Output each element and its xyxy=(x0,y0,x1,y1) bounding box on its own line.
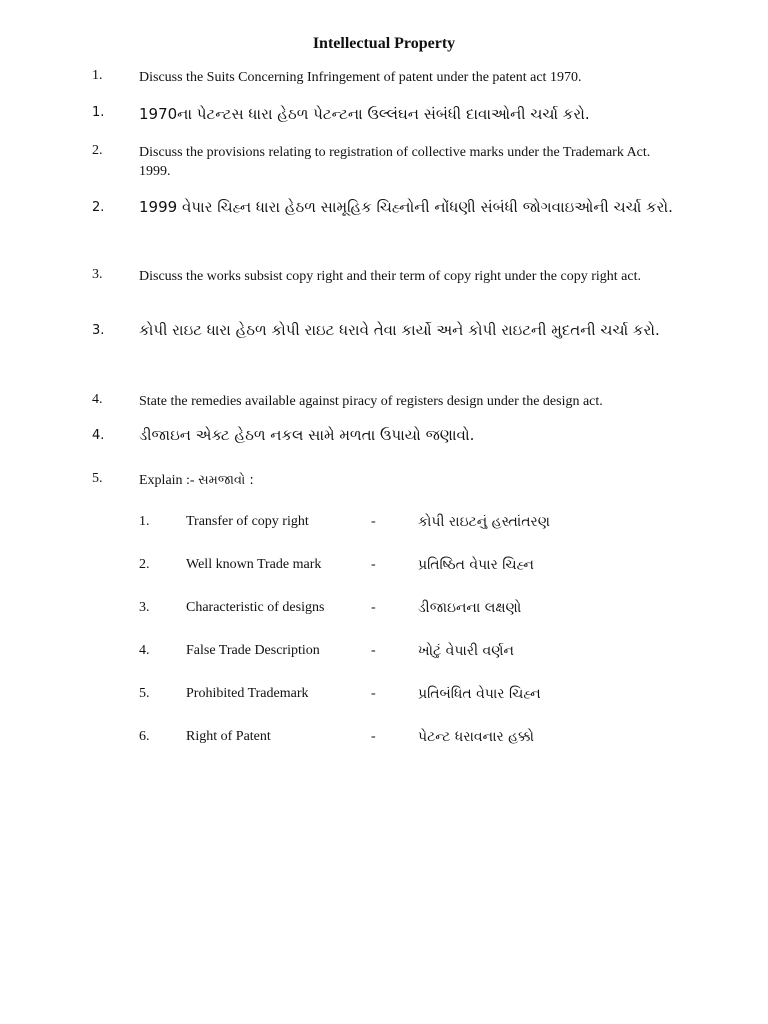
question-number: 4. xyxy=(92,428,105,443)
explain-item-dash: - xyxy=(371,643,376,658)
explain-item-gujarati: ખોટું વેપારી વર્ણન xyxy=(418,643,514,659)
explain-item-dash: - xyxy=(371,686,376,701)
explain-item-number: 1. xyxy=(139,514,150,529)
explain-item-dash: - xyxy=(371,557,376,572)
explain-item-number: 4. xyxy=(139,643,150,658)
explain-item-gujarati: કોપી રાઇટનું હસ્તાંતરણ xyxy=(418,514,550,530)
explain-item xyxy=(0,729,768,751)
question-text-gujarati: 1999 વેપાર ચિહ્ન ધારા હેઠળ સામૂહિક ચિહ્નોની નોંધણી સંબંધી જોગવાઇઓની ચર્ચા કરો. xyxy=(139,198,673,216)
question-number: 3. xyxy=(92,267,103,282)
explain-item-english: Well known Trade mark xyxy=(186,557,322,572)
explain-item-number: 6. xyxy=(139,729,150,744)
explain-item-number: 2. xyxy=(139,557,150,572)
explain-item-gujarati: ડીજાઇનના લક્ષણો xyxy=(418,600,522,616)
explain-item-dash: - xyxy=(371,600,376,615)
explain-label: Explain :- xyxy=(139,473,195,488)
explain-item-english: False Trade Description xyxy=(186,643,320,658)
question-text: Discuss the Suits Concerning Infringement of patent under the patent act 1970. xyxy=(139,70,582,85)
question-number: 1. xyxy=(92,105,105,120)
question-number: 5. xyxy=(92,471,103,486)
question-text-gujarati: 1970ના પેટન્ટસ ધારા હેઠળ પેટન્ટના ઉલ્લંઘન સંબંધી દાવાઓની ચર્ચા કરો. xyxy=(139,105,590,123)
page-title: Intellectual Property xyxy=(312,35,456,52)
question-text-gujarati: કોપી રાઇટ ધારા હેઠળ કોપી રાઇટ ધરાવે તેવા કાર્યો અને કોપી રાઇટની મુદતની ચર્ચા કરો. xyxy=(139,321,660,339)
explain-item xyxy=(0,686,768,708)
question-text: State the remedies available against piracy of registers design under the design act. xyxy=(139,394,603,409)
explain-item-gujarati: પ્રતિબંધિત વેપાર ચિહ્ન xyxy=(418,686,541,702)
explain-heading xyxy=(139,471,679,490)
question-text: Discuss the works subsist copy right and their term of copy right under the copy right act. xyxy=(139,269,641,284)
question-number: 2. xyxy=(92,200,105,215)
explain-item-english: Right of Patent xyxy=(186,729,271,744)
question-number: 2. xyxy=(92,143,103,158)
question-text-gujarati: ડીજાઇન એક્ટ હેઠળ નકલ સામે મળતા ઉપાયો જણાવો. xyxy=(139,426,475,444)
explain-item xyxy=(0,514,768,536)
question-number: 3. xyxy=(92,323,105,338)
explain-item-english: Prohibited Trademark xyxy=(186,686,309,701)
question-number: 4. xyxy=(92,392,103,407)
explain-item-dash: - xyxy=(371,729,376,744)
explain-item xyxy=(0,557,768,579)
explain-item xyxy=(0,643,768,665)
explain-item-dash: - xyxy=(371,514,376,529)
explain-item xyxy=(0,600,768,622)
explain-item-number: 5. xyxy=(139,686,150,701)
explain-item-english: Characteristic of designs xyxy=(186,600,325,615)
explain-item-gujarati: પેટન્ટ ધરાવનાર હક્કો xyxy=(418,729,534,745)
explain-item-gujarati: પ્રતિષ્ઠિત વેપાર ચિહ્ન xyxy=(418,557,534,573)
explain-item-number: 3. xyxy=(139,600,150,615)
explain-item-english: Transfer of copy right xyxy=(186,514,309,529)
explain-label-gujarati: સમજાવો : xyxy=(198,473,254,488)
question-number: 1. xyxy=(92,68,103,83)
question-text: Discuss the provisions relating to registration of collective marks under the Trademark Act. 1999. xyxy=(139,145,651,179)
